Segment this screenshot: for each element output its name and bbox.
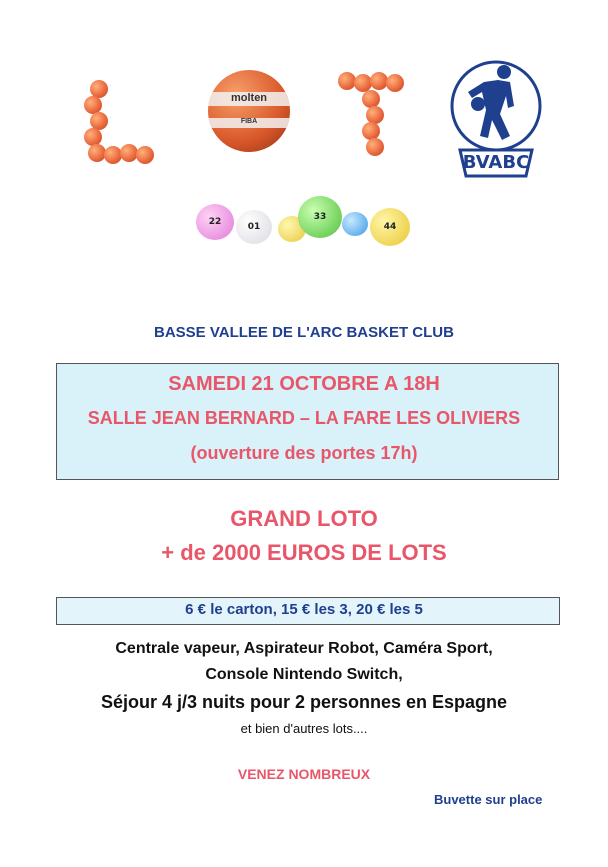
headline-prizes-total: + de 2000 EUROS DE LOTS xyxy=(161,540,447,565)
lotto-ball: 33 xyxy=(298,196,342,238)
prize-line: Centrale vapeur, Aspirateur Robot, Caméra Sport, xyxy=(115,640,493,657)
lotto-ball xyxy=(342,212,368,236)
call-to-action: VENEZ NOMBREUX xyxy=(237,766,371,782)
prize-line: Séjour 4 j/3 nuits pour 2 personnes en Espagne xyxy=(100,692,508,712)
pricing-text: 6 € le carton, 15 € les 3, 20 € les 5 xyxy=(185,601,423,618)
ball-sub: FIBA xyxy=(240,118,258,125)
prize-line: Console Nintendo Switch, xyxy=(205,666,403,683)
club-name: BASSE VALLEE DE L'ARC BASKET CLUB xyxy=(154,324,454,341)
buvette-note: Buvette sur place xyxy=(434,792,543,807)
event-doors: (ouverture des portes 17h) xyxy=(190,443,418,463)
lotto-ball: 44 xyxy=(370,208,410,246)
basketball-icon xyxy=(208,70,290,152)
prize-line-more: et bien d'autres lots.... xyxy=(240,721,368,736)
loto-title-art xyxy=(70,60,430,170)
lotto-ball: 01 xyxy=(236,210,272,244)
ball-brand: molten xyxy=(230,92,268,104)
club-badge-text: BVABC xyxy=(462,152,530,173)
lotto-ball: 22 xyxy=(196,204,234,240)
event-date: SAMEDI 21 OCTOBRE A 18H xyxy=(168,373,440,395)
headline-grand-loto: GRAND LOTO xyxy=(230,506,378,531)
lotto-balls xyxy=(190,190,430,250)
club-badge xyxy=(448,58,544,180)
event-venue: SALLE JEAN BERNARD – LA FARE LES OLIVIERS xyxy=(87,408,521,428)
